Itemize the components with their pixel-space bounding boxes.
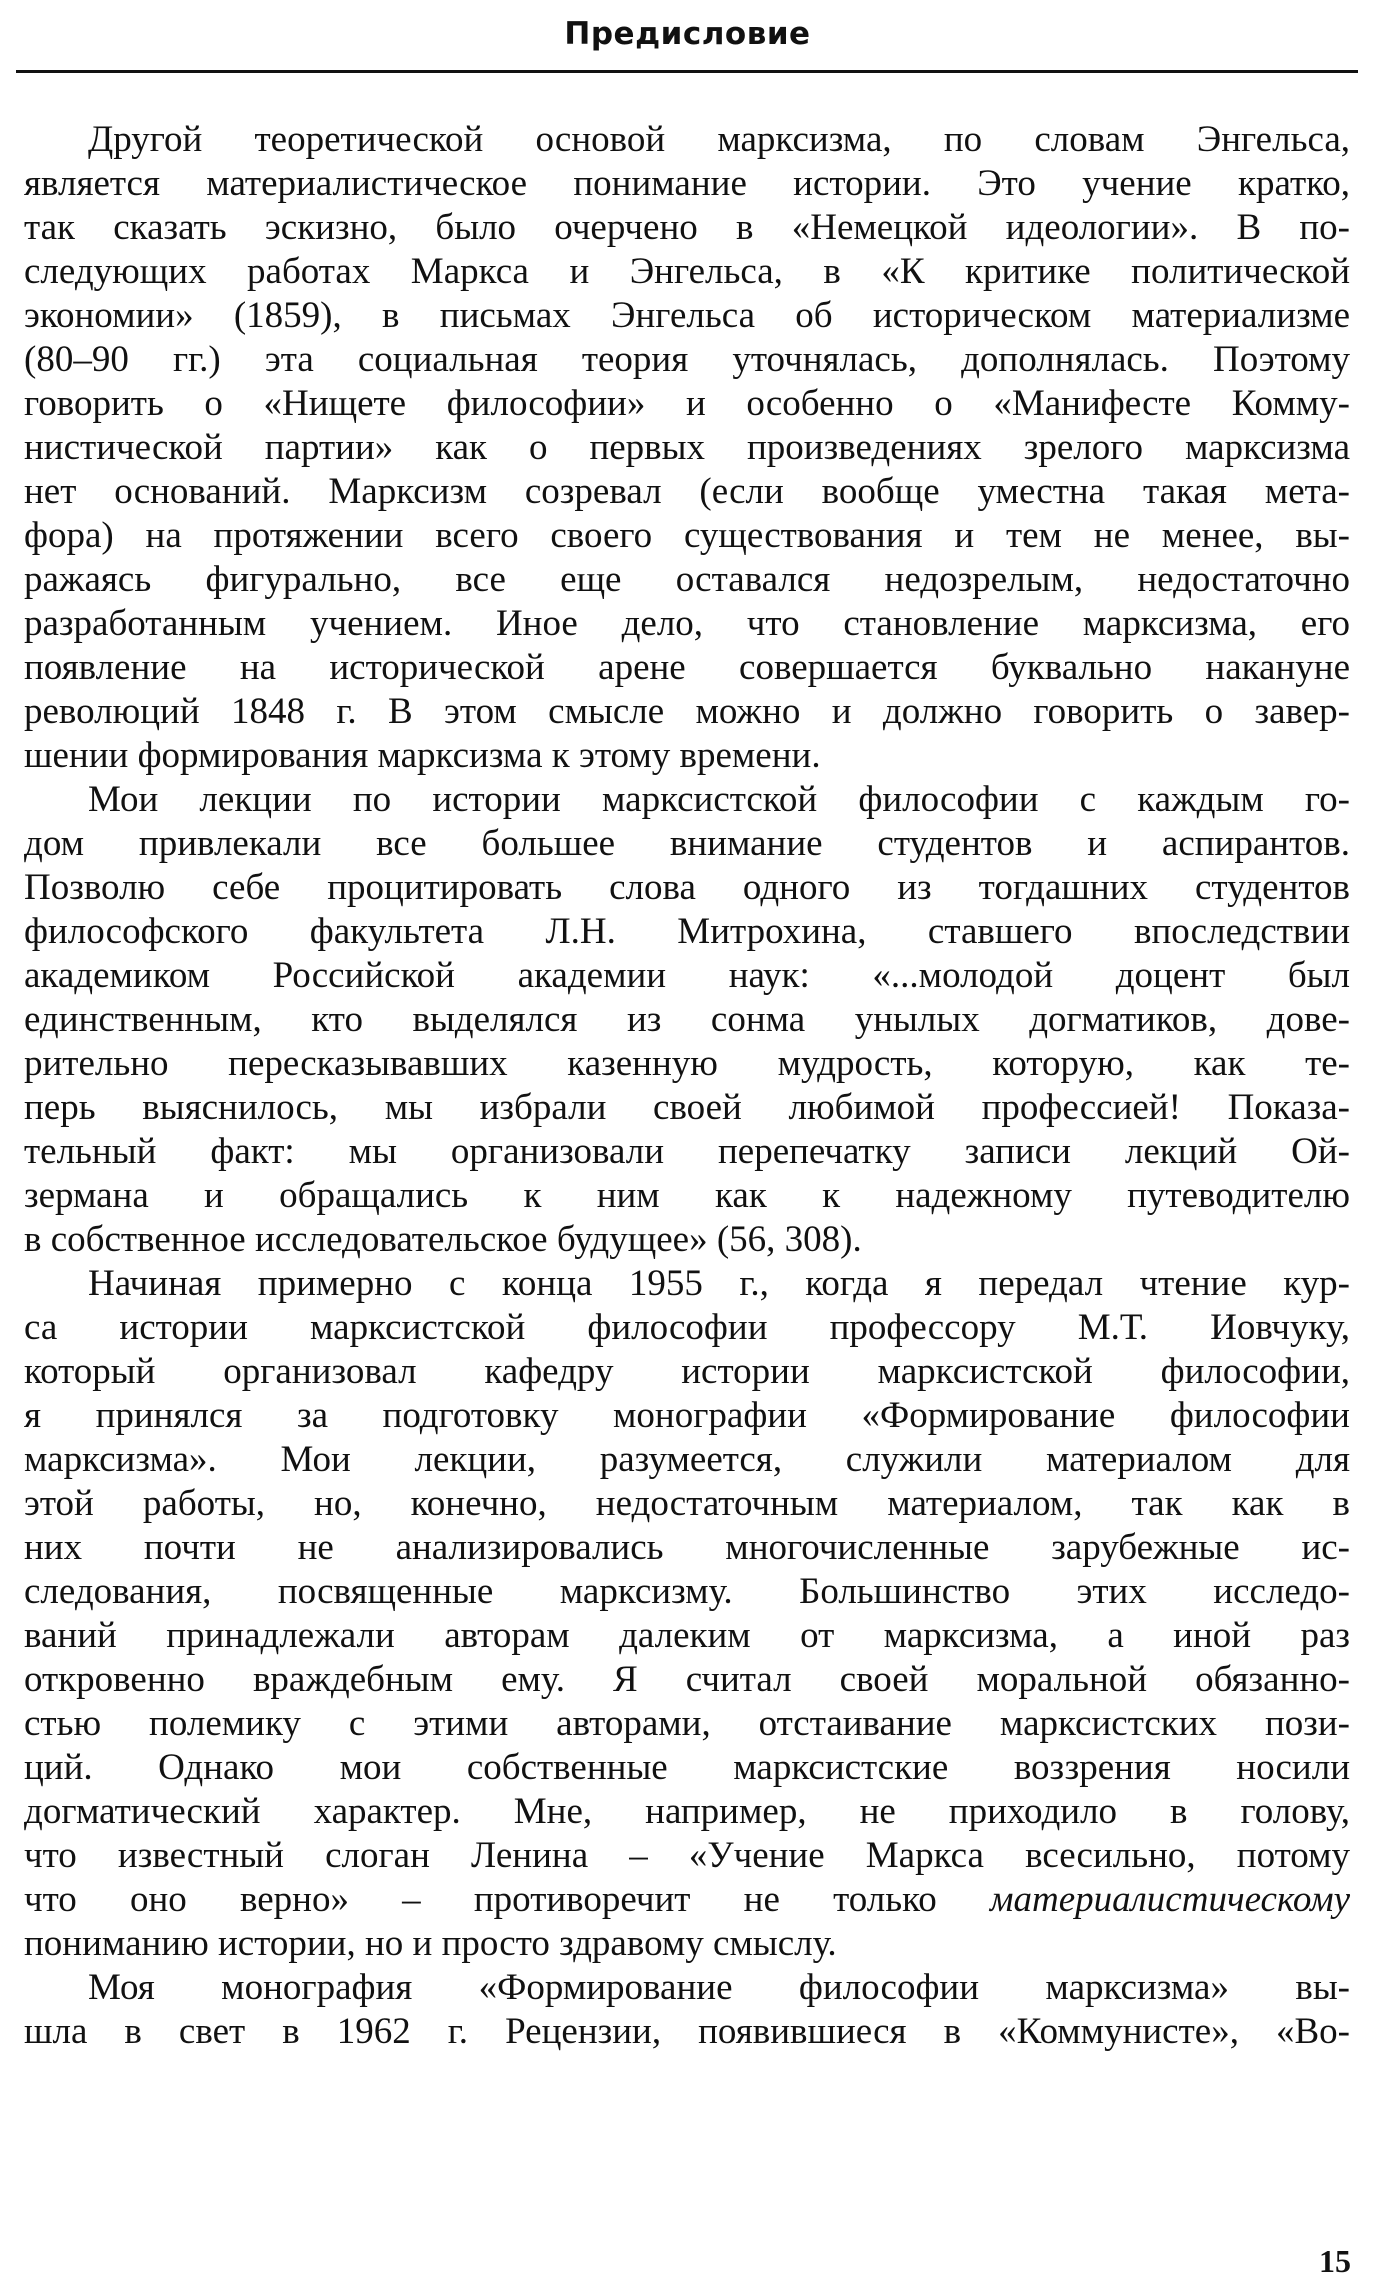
text-line: Позволю себе процитировать слова одного из тогдашних студентов: [24, 867, 1350, 908]
text-line: них почти не анализировались многочисленные зарубежные ис-: [24, 1527, 1350, 1568]
text-line: стью полемику с этими авторами, отстаивание марксистских пози-: [24, 1703, 1350, 1744]
header-rule: [16, 70, 1358, 73]
text-line: следования, посвященные марксизму. Большинство этих исследо-: [24, 1571, 1350, 1612]
text-line: который организовал кафедру истории марксистской философии,: [24, 1351, 1350, 1392]
text-line: Начиная примерно с конца 1955 г., когда я передал чтение кур-: [88, 1263, 1350, 1304]
text-line: этой работы, но, конечно, недостаточным материалом, так как в: [24, 1483, 1350, 1524]
text-line: са истории марксистской философии профессору М.Т. Иовчуку,: [24, 1307, 1350, 1348]
text-line: нет оснований. Марксизм созревал (если вообще уместна такая мета-: [24, 471, 1350, 512]
text-line: тельный факт: мы организовали перепечатку записи лекций Ой-: [24, 1131, 1350, 1172]
text-line: говорить о «Нищете философии» и особенно о «Манифесте Комму-: [24, 383, 1350, 424]
running-head-title: Предисловие: [564, 16, 811, 52]
page-number: 15: [1319, 2243, 1351, 2279]
text-line: Другой теоретической основой марксизма, по словам Энгельса,: [88, 119, 1350, 160]
text-line: откровенно враждебным ему. Я считал своей моральной обязанно-: [24, 1659, 1350, 1700]
text-line: философского факультета Л.Н. Митрохина, ставшего впоследствии: [24, 911, 1350, 952]
text-line: зермана и обращались к ним как к надежному путеводителю: [24, 1175, 1350, 1216]
text-line: революций 1848 г. В этом смысле можно и должно говорить о завер-: [24, 691, 1350, 732]
text-line: Моя монография «Формирование философии марксизма» вы-: [88, 1967, 1350, 2008]
text-line: академиком Российской академии наук: «...молодой доцент был: [24, 955, 1350, 996]
emphasized-word: материалистическому: [989, 1879, 1350, 1920]
text-line: нистической партии» как о первых произведениях зрелого марксизма: [24, 427, 1350, 468]
text-line: так сказать эскизно, было очерчено в «Немецкой идеологии». В по-: [24, 207, 1350, 248]
text-line: разработанным учением. Иное дело, что становление марксизма, его: [24, 603, 1350, 644]
text-line: перь выяснилось, мы избрали своей любимой профессией! Показа-: [24, 1087, 1350, 1128]
text-line: ражаясь фигурально, все еще оставался недозрелым, недостаточно: [24, 559, 1350, 600]
text-line: догматический характер. Мне, например, не приходило в голову,: [24, 1791, 1350, 1832]
text-line: в собственное исследовательское будущее» (56, 308).: [24, 1219, 862, 1260]
text-line: появление на исторической арене совершается буквально накануне: [24, 647, 1350, 688]
text-line: дом привлекали все большее внимание студентов и аспирантов.: [24, 823, 1350, 864]
text-line: единственным, кто выделялся из сонма унылых догматиков, дове-: [24, 999, 1350, 1040]
text-line: Мои лекции по истории марксистской философии с каждым го-: [88, 779, 1350, 820]
text-line: ваний принадлежали авторам далеким от марксизма, а иной раз: [24, 1615, 1350, 1656]
text-line: ций. Однако мои собственные марксистские воззрения носили: [24, 1747, 1350, 1788]
body-text: [24, 118, 1350, 2054]
text-segment: что оно верно» – противоречит не только: [24, 1879, 937, 1920]
text-line: экономии» (1859), в письмах Энгельса об историческом материализме: [24, 295, 1350, 336]
text-line: фора) на протяжении всего своего существования и тем не менее, вы-: [24, 515, 1350, 556]
text-line: марксизма». Мои лекции, разумеется, служили материалом для: [24, 1439, 1350, 1480]
text-line: рительно пересказывавших казенную мудрость, которую, как те-: [24, 1043, 1350, 1084]
text-line: [24, 1878, 1350, 1922]
text-line: является материалистическое понимание истории. Это учение кратко,: [24, 163, 1350, 204]
text-line: (80–90 гг.) эта социальная теория уточнялась, дополнялась. Поэтому: [24, 339, 1350, 380]
text-line: пониманию истории, но и просто здравому смыслу.: [24, 1923, 837, 1964]
text-line: шении формирования марксизма к этому времени.: [24, 735, 821, 776]
text-line: шла в свет в 1962 г. Рецензии, появившиеся в «Коммунисте», «Во-: [24, 2011, 1350, 2052]
text-line: что известный слоган Ленина – «Учение Маркса всесильно, потому: [24, 1835, 1350, 1876]
text-line: следующих работах Маркса и Энгельса, в «К критике политической: [24, 251, 1350, 292]
text-line: я принялся за подготовку монографии «Формирование философии: [24, 1395, 1350, 1436]
